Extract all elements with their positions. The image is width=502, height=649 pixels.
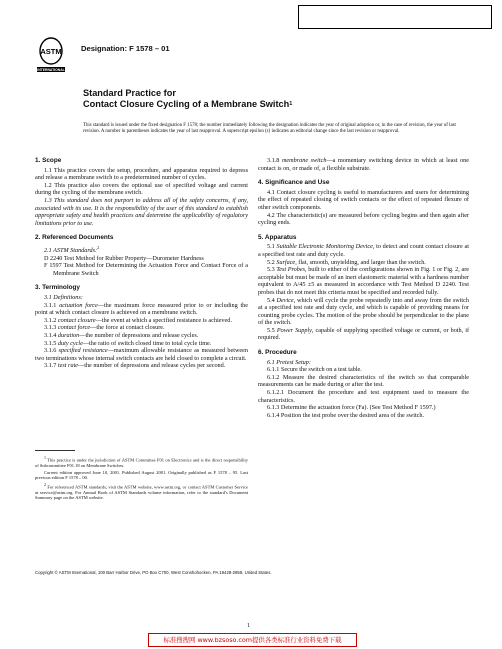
def-test-rate: 3.1.7 test rate—the number of depressions and release cycles per second. bbox=[44, 362, 226, 370]
section-procedure-heading: 6. Procedure bbox=[258, 349, 297, 357]
def-actuation-force: 3.1.1 actuation force—the maximum force measured prior to or including the point at which contact closure is achieved on a membrane switch. bbox=[35, 301, 249, 317]
right-column bbox=[258, 157, 469, 419]
para-6-1-2-1: 6.1.2.1 Document the procedure and test equipment used to measure the characteristics. bbox=[258, 389, 469, 404]
para-6-1-1: 6.1.1 Secure the switch on a test table. bbox=[267, 366, 362, 374]
para-1-3: 1.3 This standard does not purport to address all of the safety concerns, if any, associated with its use. It is the responsibility of the user of this standard to establish appropriate safety and health practices and determine the applicability of regulatory limitations prior to use. bbox=[35, 196, 248, 227]
section-apparatus-heading: 5. Apparatus bbox=[258, 233, 297, 241]
para-6-1: 6.1 Pretest Setup: bbox=[267, 358, 311, 366]
para-6-1-2: 6.1.2 Measure the desired characteristics of the switch so that comparable measurements can be made during or after the test. bbox=[258, 373, 469, 389]
download-banner-link[interactable]: 标准搜搜网 www.bzsoso.com提供各类标准行业资料免费下载 bbox=[148, 633, 357, 647]
def-membrane-switch: 3.1.8 membrane switch—a momentary switching device in which at least one contact is on, or made of, a flexible substrate. bbox=[258, 157, 470, 172]
footnote-2: $^2$ For referenced ASTM standards, visit the ASTM website, www.astm.org, or contact ASTM Customer Service at service@astm.org. For Annual Book of ASTM Standards volume information, refer to the standard's Document Summary page on the ASTM website. bbox=[35, 481, 248, 500]
left-column bbox=[35, 157, 248, 370]
title-footnote-mark: 1 bbox=[289, 101, 293, 107]
copyright-notice: Copyright © ASTM International, 100 Barr Harbor Drive, PO Box C700, West Conshohocken, PA 19428-2959, United States. bbox=[35, 570, 272, 575]
para-5-2: 5.2 Surface, flat, smooth, unyielding, and larger than the switch. bbox=[267, 258, 426, 266]
def-duty-cycle: 3.1.5 duty cycle—the ratio of switch closed time to total cycle time. bbox=[44, 339, 212, 347]
def-contact-force: 3.1.3 contact force—the force at contact closure. bbox=[44, 324, 165, 332]
def-duration: 3.1.4 duration—the number of depressions and release cycles. bbox=[44, 331, 199, 339]
para-4-2: 4.2 The characteristic(s) are measured before cycling begins and then again after cycling ends. bbox=[258, 211, 469, 227]
para-2-1: 2.1 ASTM Standards:$^2$ bbox=[44, 244, 100, 254]
svg-text:INTERNATIONAL: INTERNATIONAL bbox=[37, 68, 65, 73]
def-specified-resistance: 3.1.6 specified resistance—maximum allowable resistance as measured between two terminations whose internal switch contacts are held closed to complete a circuit. bbox=[35, 347, 249, 362]
footnote-1: $^1$ This practice is under the jurisdiction of ASTM Committee F01 on Electronics and is the direct responsibility of Subcommittee F01.18 on Membrane Switches. bbox=[35, 455, 248, 468]
def-contact-closure: 3.1.2 contact closure—the event at which a specified resistance is achieved. bbox=[44, 316, 232, 324]
ref-f1597: F 1597 Test Method for Determining the Actuation Force and Contact Force of a Membrane Switch bbox=[44, 262, 248, 277]
designation-box bbox=[298, 5, 492, 29]
svg-text:ASTM: ASTM bbox=[40, 47, 62, 56]
para-1-1: 1.1 This practice covers the setup, procedure, and apparatus required to depress and release a membrane switch to a predetermined number of cycles. bbox=[35, 166, 248, 182]
para-5-4: 5.4 Device, which will cycle the probe repeatedly into and away from the switch at a specified test rate and duty cycle, and which is capable of providing means for counting probe cycles. The motion of the probe should be perpendicular to the plane of the switch. bbox=[258, 296, 469, 327]
astm-logo bbox=[36, 36, 66, 74]
section-significance-heading: 4. Significance and Use bbox=[258, 179, 330, 187]
section-referenced-docs-heading: 2. Referenced Documents bbox=[35, 234, 114, 242]
para-5-1: 5.1 Suitable Electronic Monitoring Device, to detect and count contact closure at a specified test rate and duty cycle. bbox=[258, 243, 469, 258]
para-3-1: 3.1 Definitions: bbox=[44, 293, 83, 301]
footnote-1-edition: Current edition approved June 10, 2001. Published August 2001. Originally published as F 1578 – 95. Last previous edition F 1578 – 00. bbox=[35, 469, 248, 480]
footnotes bbox=[35, 455, 248, 502]
title-line1: Standard Practice for bbox=[83, 88, 176, 98]
section-terminology-heading: 3. Terminology bbox=[35, 284, 80, 292]
designation: Designation: F 1578 – 01 bbox=[81, 44, 170, 53]
para-6-1-4: 6.1.4 Position the test probe over the desired area of the switch. bbox=[267, 411, 425, 419]
title-line2: Contact Closure Cycling of a Membrane Switch$^1$ bbox=[83, 99, 293, 109]
issuance-note: This standard is issued under the fixed designation F 1578; the number immediately following the designation indicates the year of original adoption or, in the case of revision, the year of last revision. A number in parentheses indicates the year of last reapproval. A superscript epsilon (ε) indicates an editorial change since the last revision or reapproval. bbox=[83, 123, 456, 135]
para-5-5: 5.5 Power Supply, capable of supplying specified voltage or current, or both, if required. bbox=[258, 326, 470, 342]
section-scope-heading: 1. Scope bbox=[35, 157, 62, 164]
page-number: 1 bbox=[247, 623, 250, 629]
para-5-3: 5.3 Test Probes, built to either of the configurations shown in Fig. 1 or Fig. 2, are acceptable but must be made of an inert elastomeric material with a hardness number equivalent to A/45 ±5 as measured in accordance with Test Method D 2240. Test probes that do not meet this criteria must be specified and recorded fully. bbox=[258, 266, 469, 296]
para-4-1: 4.1 Contact closure cycling is useful to manufacturers and users for determining the effect of repeated closing of switch contacts or the effect of repeated flexure of other switch components. bbox=[258, 188, 469, 211]
para-1-2: 1.2 This practice also covers the optional use of specified voltage and current during the cycling of the membrane switch. bbox=[35, 181, 248, 197]
ref-d2240: D 2240 Test Method for Rubber Property—Durometer Hardness bbox=[44, 254, 204, 262]
footnote-divider bbox=[35, 450, 75, 451]
document-title bbox=[83, 88, 292, 110]
para-6-1-3: 6.1.3 Determine the actuation force (Fa). (See Test Method F 1597.) bbox=[267, 404, 436, 412]
